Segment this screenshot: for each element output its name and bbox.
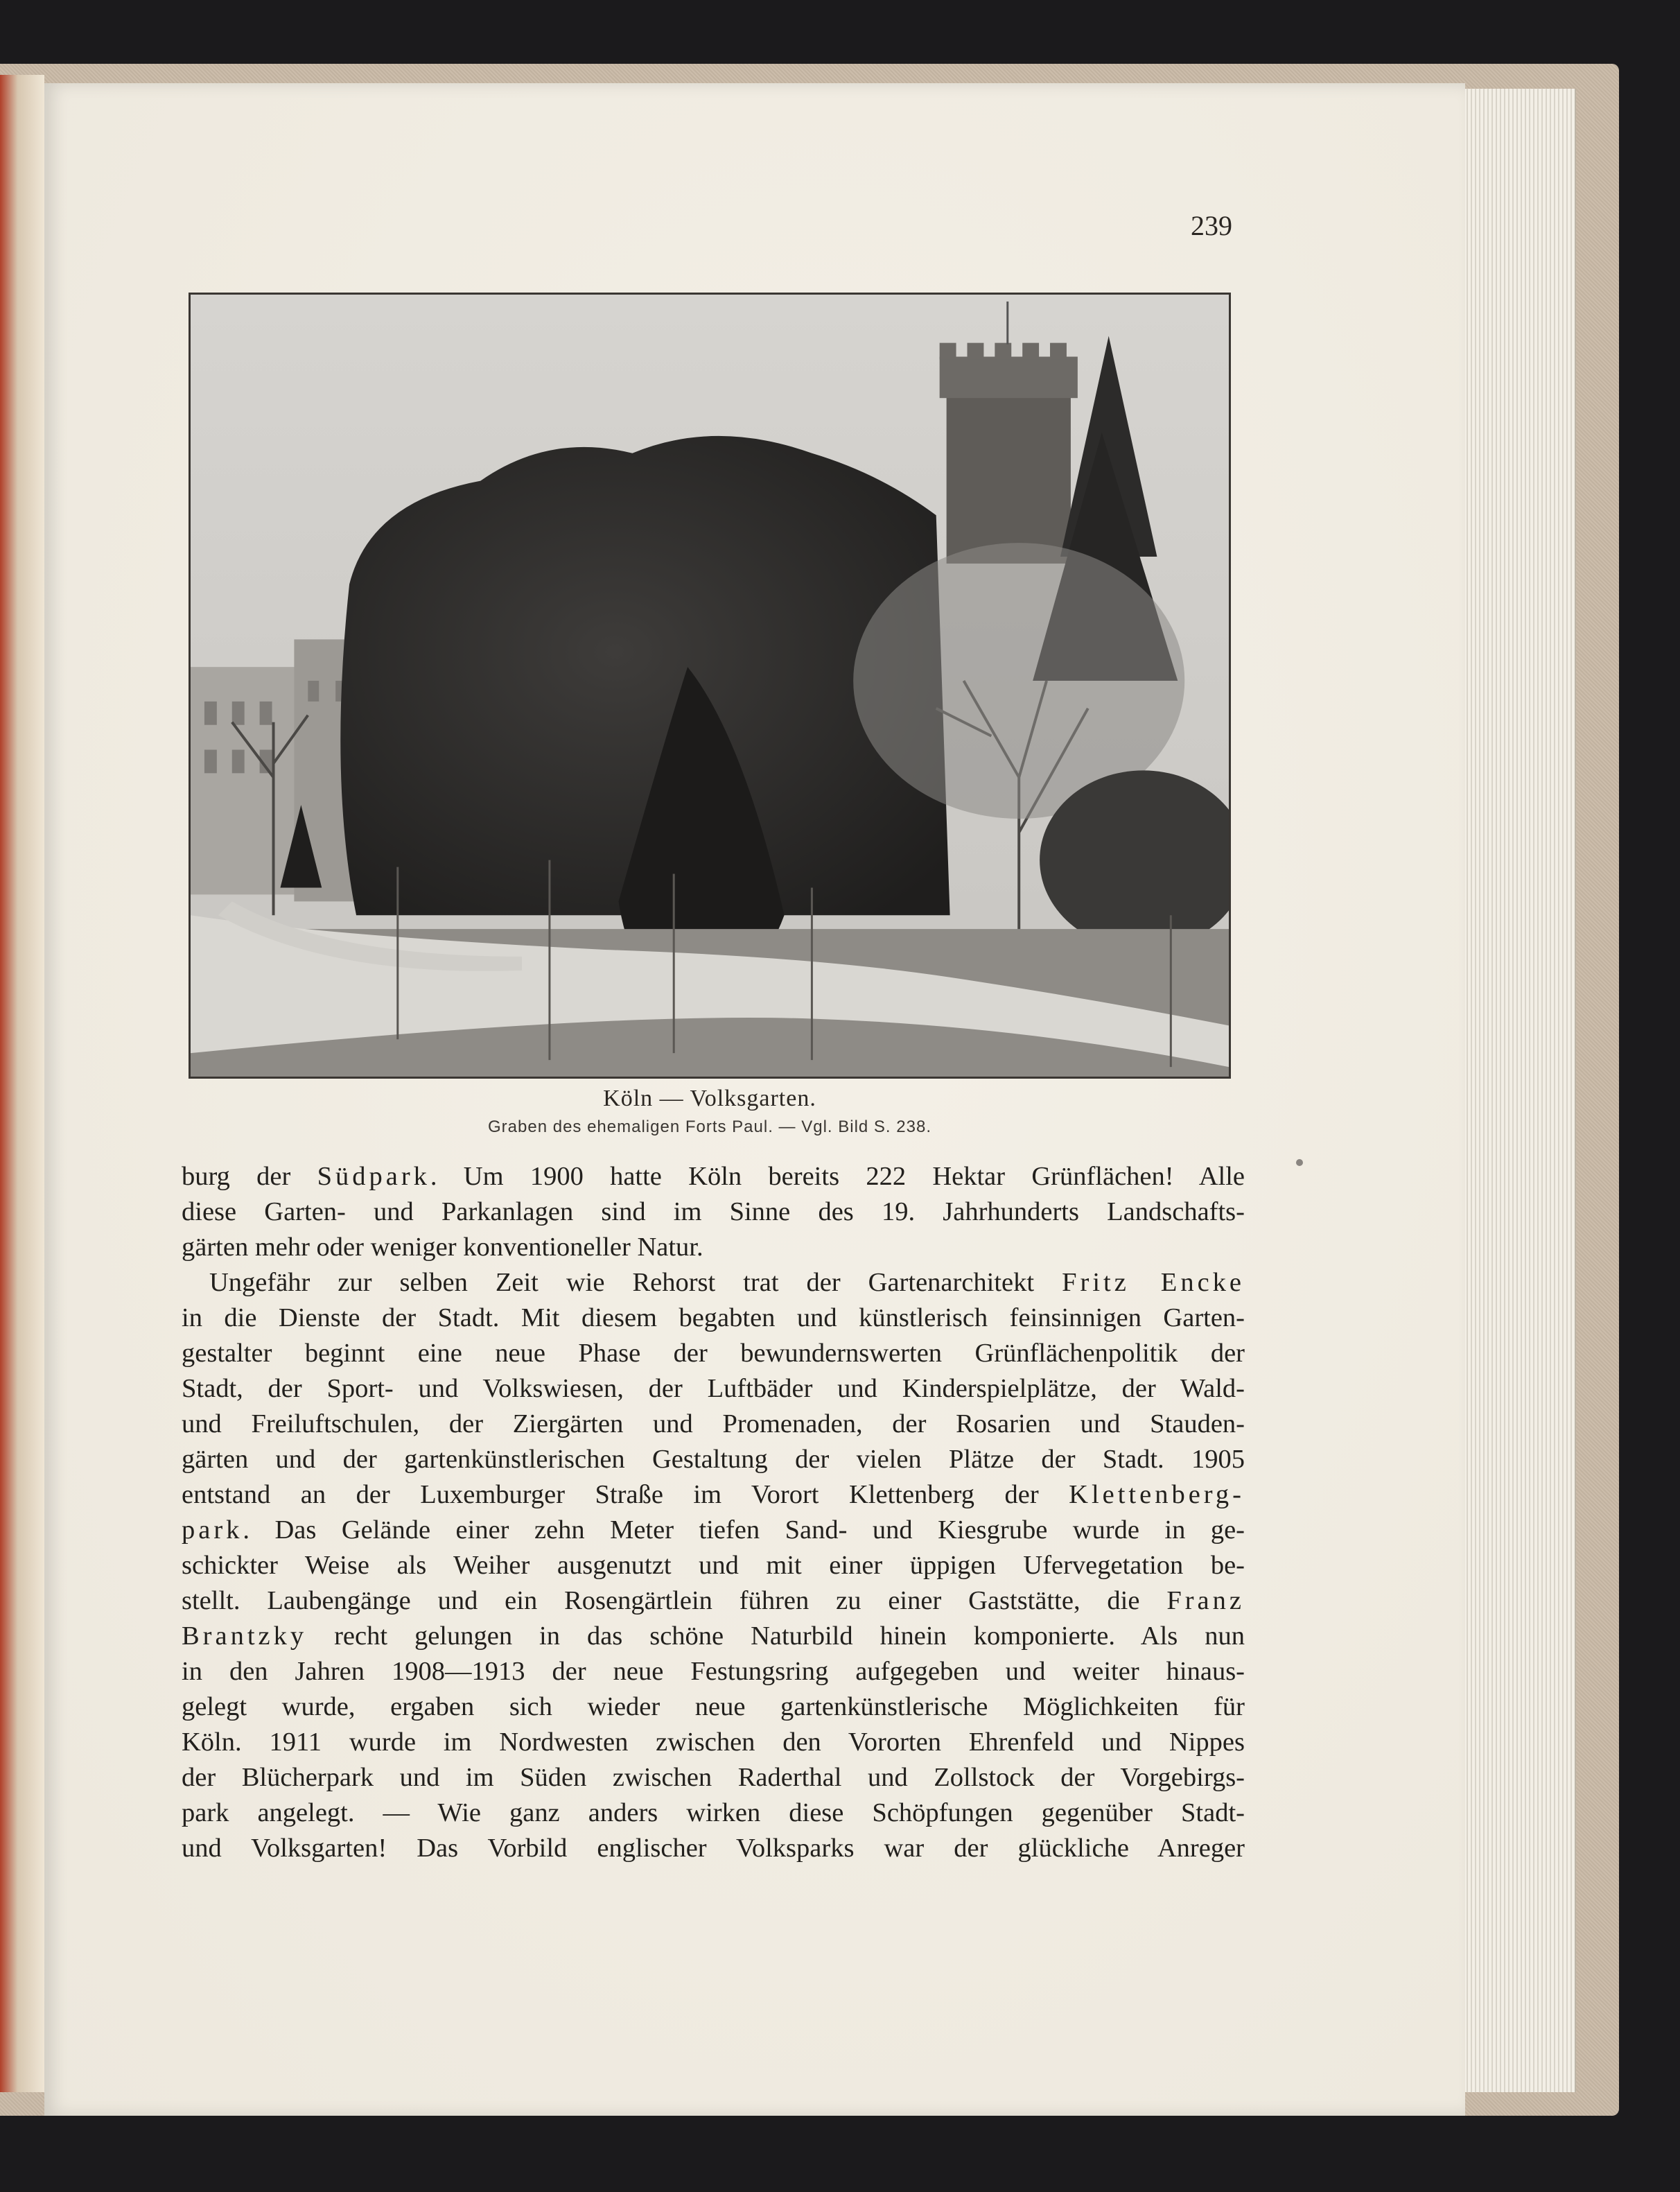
text-line bbox=[182, 1194, 1245, 1230]
text-run: Ungefähr zur selben Zeit wie Rehorst trat der Gartenarchitekt bbox=[209, 1268, 1062, 1297]
text-line bbox=[182, 1336, 1245, 1371]
text-run: in die Dienste der Stadt. Mit diesem begabten und künstlerisch feinsinnigen Garten- bbox=[182, 1303, 1245, 1332]
emphasized-name: park bbox=[182, 1515, 243, 1545]
text-line bbox=[182, 1760, 1245, 1795]
page-edges bbox=[1464, 89, 1576, 2092]
text-run: recht gelungen in das schöne Naturbild hinein komponierte. Als nun bbox=[307, 1621, 1245, 1651]
emphasized-name: Franz bbox=[1166, 1586, 1245, 1615]
text-line bbox=[182, 1407, 1245, 1442]
text-run: in den Jahren 1908—1913 der neue Festungsring aufgegeben und weiter hinaus- bbox=[182, 1657, 1245, 1686]
text-run: entstand an der Luxemburger Straße im Vorort Klettenberg der bbox=[182, 1480, 1069, 1509]
text-run: Köln. 1911 wurde im Nordwesten zwischen den Vororten Ehrenfeld und Nippes bbox=[182, 1728, 1245, 1757]
text-run: gärten mehr oder weniger konventioneller Natur. bbox=[182, 1233, 703, 1262]
figure-caption-subtitle: Graben des ehemaligen Forts Paul. — Vgl. Bild S. 238. bbox=[488, 1117, 931, 1136]
text-run: Stadt, der Sport- und Volkswiesen, der Luftbäder und Kinderspielplätze, der Wald- bbox=[182, 1374, 1245, 1403]
text-line bbox=[182, 1831, 1245, 1866]
photo-illustration bbox=[191, 295, 1229, 1077]
text-line bbox=[182, 1301, 1245, 1336]
text-run: burg der bbox=[182, 1162, 317, 1191]
text-run: gärten und der gartenkünstlerischen Gestaltung der vielen Plätze der Stadt. 1905 bbox=[182, 1445, 1245, 1474]
text-run: . Um 1900 hatte Köln bereits 222 Hektar Grünflächen! Alle bbox=[430, 1162, 1245, 1191]
text-run: gelegt wurde, ergaben sich wieder neue gartenkünstlerische Möglichkeiten für bbox=[182, 1692, 1245, 1721]
text-run: und Volksgarten! Das Vorbild englischer Volksparks war der glückliche Anreger bbox=[182, 1834, 1245, 1863]
emphasized-name: Brantzky bbox=[182, 1621, 308, 1651]
text-run: stellt. Laubengänge und ein Rosengärtlein führen zu einer Gaststätte, die bbox=[182, 1586, 1167, 1615]
text-line bbox=[182, 1159, 1245, 1194]
text-run: der Blücherpark und im Süden zwischen Raderthal und Zollstock der Vorgebirgs- bbox=[182, 1763, 1245, 1792]
text-line bbox=[182, 1689, 1245, 1725]
text-run: gestalter beginnt eine neue Phase der bewundernswerten Grünflächenpolitik der bbox=[182, 1339, 1245, 1368]
text-run: diese Garten- und Parkanlagen sind im Sinne des 19. Jahrhunderts Landschafts- bbox=[182, 1197, 1245, 1226]
photograph-volksgarten bbox=[189, 293, 1231, 1079]
text-line bbox=[182, 1371, 1245, 1407]
text-run: . Das Gelände einer zehn Meter tiefen Sand- und Kiesgrube wurde in ge- bbox=[243, 1515, 1245, 1545]
text-line bbox=[182, 1583, 1245, 1619]
text-line bbox=[182, 1265, 1245, 1301]
emphasized-name: Klettenberg- bbox=[1069, 1480, 1245, 1509]
text-line bbox=[182, 1230, 1245, 1265]
figure-caption-title: Köln — Volksgarten. bbox=[603, 1086, 816, 1111]
text-line bbox=[182, 1477, 1245, 1513]
book-spine bbox=[0, 75, 44, 2092]
text-run: schickter Weise als Weiher ausgenutzt und mit einer üppigen Ufervegetation be- bbox=[182, 1551, 1245, 1580]
text-line bbox=[182, 1725, 1245, 1760]
emphasized-name: Fritz Encke bbox=[1062, 1268, 1245, 1297]
body-text bbox=[182, 1159, 1245, 1866]
text-line bbox=[182, 1619, 1245, 1654]
text-run: und Freiluftschulen, der Ziergärten und Promenaden, der Rosarien und Stauden- bbox=[182, 1409, 1245, 1438]
emphasized-name: Südpark bbox=[317, 1162, 430, 1191]
paper-speck bbox=[1296, 1159, 1303, 1166]
text-line bbox=[182, 1548, 1245, 1583]
text-line bbox=[182, 1442, 1245, 1477]
text-line bbox=[182, 1654, 1245, 1689]
text-line bbox=[182, 1795, 1245, 1831]
text-line bbox=[182, 1513, 1245, 1548]
text-run: park angelegt. — Wie ganz anders wirken diese Schöpfungen gegenüber Stadt- bbox=[182, 1798, 1245, 1827]
page-number: 239 bbox=[1191, 210, 1232, 241]
